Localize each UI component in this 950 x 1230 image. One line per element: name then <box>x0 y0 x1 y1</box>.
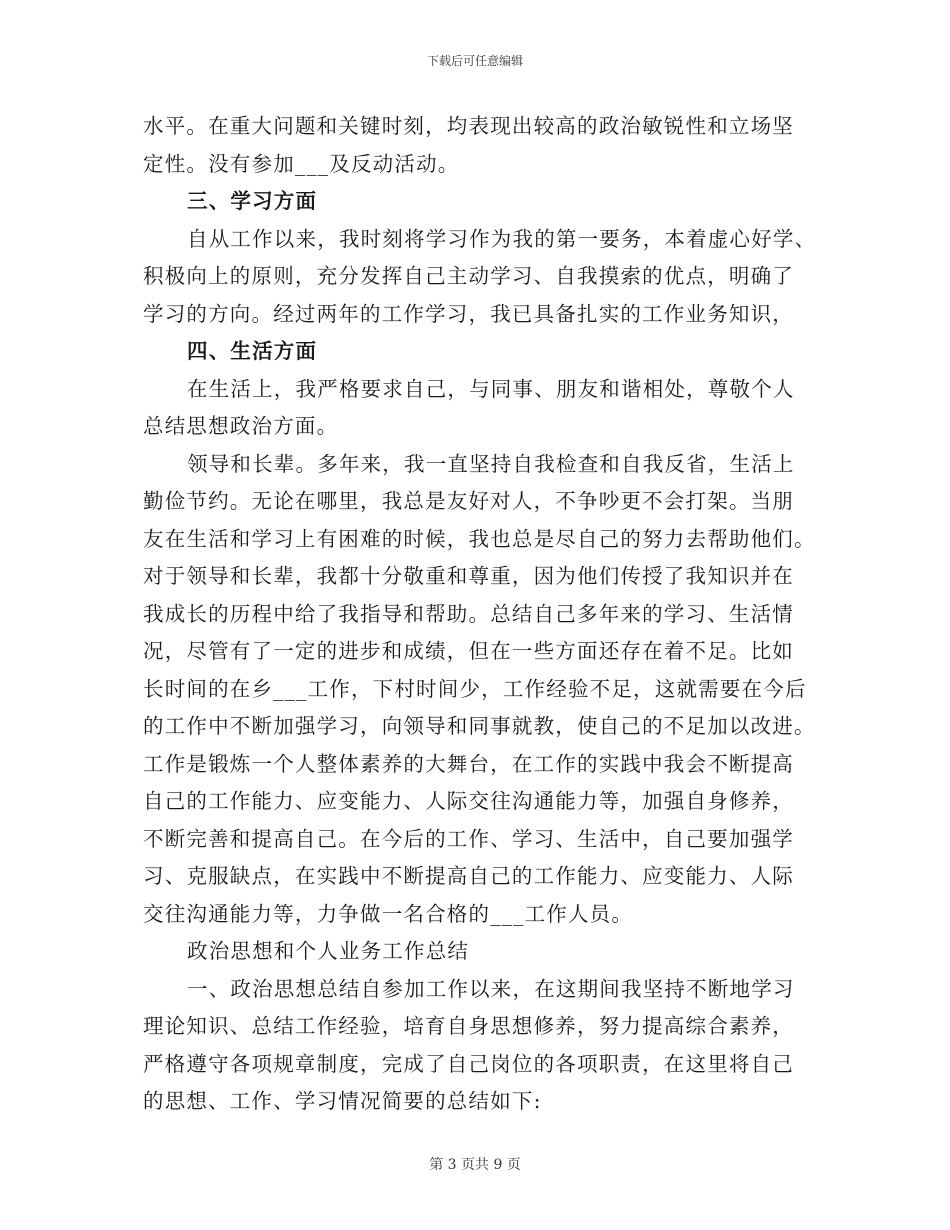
body-line: 自己的工作能力、应变能力、人际交往沟通能力等，加强自身修养， <box>143 789 794 813</box>
body-line: 工作是锻炼一个人整体素养的大舞台，在工作的实践中我会不断提高 <box>143 751 794 776</box>
body-line: 理论知识、总结工作经验，培育自身思想修养，努力提高综合素养， <box>143 1014 794 1038</box>
body-line: 对于领导和长辈，我都十分敬重和尊重，因为他们传授了我知识并在 <box>143 564 794 588</box>
body-line: 长时间的在乡___工作，下村时间少，工作经验不足，这就需要在今后 <box>143 676 807 701</box>
section-title: 政治思想和个人业务工作总结 <box>187 939 470 963</box>
page-footer: 第 3 页共 9 页 <box>429 1157 521 1173</box>
body-line: 友在生活和学习上有困难的时候，我也总是尽自己的努力去帮助他们。 <box>143 526 816 551</box>
body-line: 自从工作以来，我时刻将学习作为我的第一要务，本着虚心好学、 <box>187 226 817 251</box>
body-line: 勤俭节约。无论在哪里，我总是友好对人，不争吵更不会打架。当朋 <box>143 489 794 513</box>
section-heading-study: 三、学习方面 <box>187 189 318 213</box>
body-line: 交往沟通能力等，力争做一名合格的___工作人员。 <box>143 901 634 926</box>
body-line: 我成长的历程中给了我指导和帮助。总结自己多年来的学习、生活情 <box>143 601 794 626</box>
body-line: 定性。没有参加___及反动活动。 <box>143 151 460 176</box>
body-line: 领导和长辈。多年来，我一直坚持自我检查和自我反省，生活上 <box>187 451 795 476</box>
body-line: 况，尽管有了一定的进步和成绩，但在一些方面还存在着不足。比如 <box>143 639 794 663</box>
body-line: 学习的方向。经过两年的工作学习，我已具备扎实的工作业务知识， <box>143 301 794 326</box>
body-line: 在生活上，我严格要求自己，与同事、朋友和谐相处，尊敬个人 <box>187 376 795 401</box>
body-line: 严格遵守各项规章制度，完成了自己岗位的各项职责，在这里将自己 <box>143 1051 794 1076</box>
body-line: 积极向上的原则，充分发挥自己主动学习、自我摸索的优点，明确了 <box>143 264 794 288</box>
document-body <box>143 108 817 1121</box>
body-line: 习、克服缺点，在实践中不断提高自己的工作能力、应变能力、人际 <box>143 864 794 888</box>
body-line: 的工作中不断加强学习，向领导和同事就教，使自己的不足加以改进。 <box>143 714 816 738</box>
body-line: 总结思想政治方面。 <box>143 414 339 438</box>
body-line: 水平。在重大问题和关键时刻，均表现出较高的政治敏锐性和立场坚 <box>143 114 794 138</box>
body-line: 的思想、工作、学习情况简要的总结如下: <box>143 1089 542 1113</box>
body-line: 不断完善和提高自己。在今后的工作、学习、生活中，自己要加强学 <box>143 826 794 851</box>
section-heading-life: 四、生活方面 <box>187 339 318 363</box>
page-header: 下载后可任意编辑 <box>426 54 523 68</box>
body-line: 一、政治思想总结自参加工作以来，在这期间我坚持不断地学习 <box>187 976 795 1001</box>
